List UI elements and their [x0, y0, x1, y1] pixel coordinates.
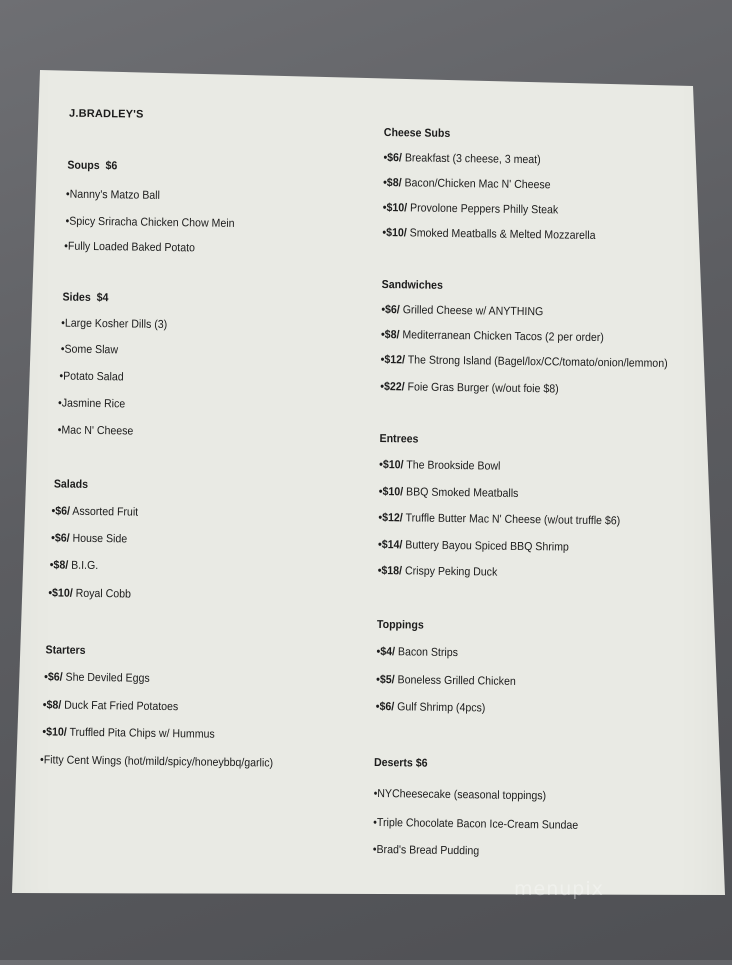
sandwiches-item: •$22/ Foie Gras Burger (w/out foie $8)	[380, 380, 559, 396]
starters-item: •$10/ Truffled Pita Chips w/ Hummus	[42, 726, 215, 741]
cheese-subs-item: •$8/ Bacon/Chicken Mac N' Cheese	[383, 177, 551, 192]
section-salads-title: Salads	[53, 478, 89, 491]
sides-item: •Large Kosher Dills (3)	[61, 317, 168, 332]
sandwiches-item: •$8/ Mediterranean Chicken Tacos (2 per order)	[380, 329, 604, 345]
soups-item: •Spicy Sriracha Chicken Chow Mein	[65, 215, 235, 230]
section-starters-title: Starters	[45, 644, 86, 657]
section-entrees-title: Entrees	[379, 432, 419, 446]
salads-item: •$10/ Royal Cobb	[48, 587, 132, 601]
soups-item: •Fully Loaded Baked Potato	[64, 240, 196, 255]
cheese-subs-item: •$6/ Breakfast (3 cheese, 3 meat)	[383, 152, 541, 167]
sandwiches-item: •$6/ Grilled Cheese w/ ANYTHING	[381, 304, 544, 319]
sides-item: •Mac N' Cheese	[57, 424, 134, 438]
toppings-item: •$5/ Boneless Grilled Chicken	[376, 673, 516, 688]
starters-item: •Fitty Cent Wings (hot/mild/spicy/honeybbq/garlic)	[39, 754, 274, 770]
sides-item: •Some Slaw	[60, 343, 119, 357]
toppings-item: •$6/ Gulf Shrimp (4pcs)	[375, 700, 486, 715]
section-deserts-title: Deserts $6	[373, 756, 428, 770]
entrees-item: •$14/ Buttery Bayou Spiced BBQ Shrimp	[378, 538, 569, 554]
cheese-subs-item: •$10/ Provolone Peppers Philly Steak	[382, 202, 559, 217]
deserts-item: •NYCheesecake (seasonal toppings)	[373, 787, 547, 803]
section-cheese-subs-title: Cheese Subs	[383, 127, 451, 140]
section-sandwiches-title: Sandwiches	[381, 279, 443, 292]
section-sides-title: Sides $4	[62, 291, 109, 305]
entrees-item: •$10/ The Brookside Bowl	[379, 458, 501, 473]
toppings-item: •$4/ Bacon Strips	[376, 645, 459, 660]
salads-item: •$6/ House Side	[51, 532, 128, 546]
section-soups-title: Soups $6	[67, 159, 118, 173]
restaurant-name: J.BRADLEY'S	[69, 107, 144, 121]
entrees-item: •$10/ BBQ Smoked Meatballs	[378, 485, 519, 500]
watermark-logo: menupix	[514, 878, 604, 900]
sandwiches-item: •$12/ The Strong Island (Bagel/lox/CC/tomato/onion/lemmon)	[380, 353, 668, 371]
entrees-item: •$18/ Crispy Peking Duck	[377, 564, 498, 579]
sides-item: •Potato Salad	[59, 370, 124, 384]
salads-item: •$6/ Assorted Fruit	[51, 505, 139, 519]
deserts-item: •Brad's Bread Pudding	[372, 843, 480, 858]
salads-item: •$8/ B.I.G.	[49, 559, 99, 573]
starters-item: •$6/ She Deviled Eggs	[44, 671, 150, 685]
entrees-item: •$12/ Truffle Butter Mac N' Cheese (w/out truffle $6)	[378, 511, 621, 528]
deserts-item: •Triple Chocolate Bacon Ice-Cream Sundae	[373, 816, 579, 832]
starters-item: •$8/ Duck Fat Fried Potatoes	[42, 699, 179, 714]
cheese-subs-item: •$10/ Smoked Meatballs & Melted Mozzarella	[382, 227, 596, 242]
sides-item: •Jasmine Rice	[57, 397, 126, 411]
section-toppings-title: Toppings	[376, 618, 424, 632]
soups-item: •Nanny's Matzo Ball	[65, 188, 160, 202]
